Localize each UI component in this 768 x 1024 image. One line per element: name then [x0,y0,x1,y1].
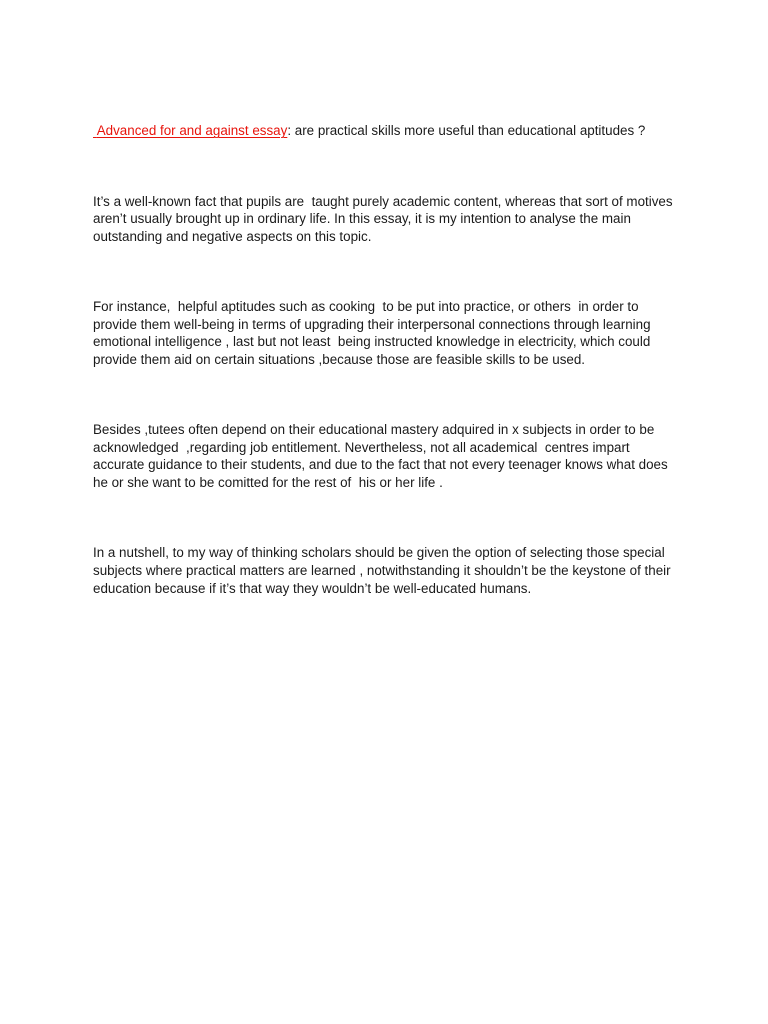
essay-title-link[interactable]: Advanced for and against essay [93,123,288,139]
essay-body [93,87,678,650]
paragraph-introduction: It’s a well-known fact that pupils are taught purely academic content, whereas that sort of motives aren’t usually brought up in ordinary life. In this essay, it is my intention to analyse the main outstanding and negative aspects on this topic. [93,193,677,244]
essay-title [93,122,678,140]
paragraph-academic-skills: Besides ,tutees often depend on their educational mastery adquired in x subjects in order to be acknowledged ,regarding job entitlement. Nevertheless, not all academical centres impart accurate guidance to their students, and due to the fact that not every teenager knows what does he or she want to be comitted for the rest of his or her life . [93,422,672,491]
essay-title-question: : are practical skills more useful than educational aptitudes ? [287,123,646,139]
paragraph-conclusion: In a nutshell, to my way of thinking scholars should be given the option of selecting those special subjects where practical matters are learned , notwithstanding it shouldn’t be the keystone of their education because if it’s that way they wouldn’t be well-educated humans. [93,545,675,596]
paragraph-practical-skills: For instance, helpful aptitudes such as cooking to be put into practice, or others in order to provide them well-being in terms of upgrading their interpersonal connections through learning emotional intelligence , last but not least being instructed knowledge in electricity, which could provide them aid on certain situations ,because those are feasible skills to be used. [93,299,655,367]
